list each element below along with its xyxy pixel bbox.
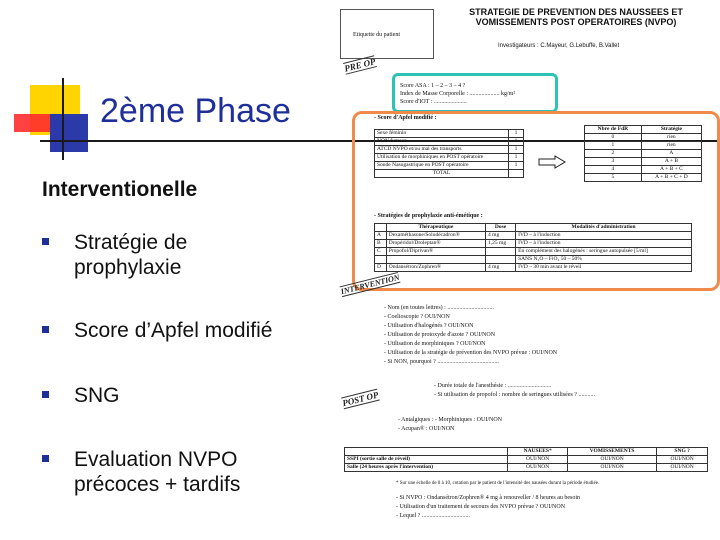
apfel-label: ATCD NVPO et/ou mal des transports (375, 146, 509, 154)
risk-cell: rien (641, 134, 701, 142)
strategy-table (374, 223, 692, 272)
apfel-value (509, 170, 524, 178)
apfel-label: NON fumeur (375, 138, 509, 146)
imc-line: Index de Masse Corporelle : .................... kg/m² (400, 91, 516, 97)
risk-cell: A + B (641, 158, 701, 166)
risk-row (585, 158, 702, 166)
apfel-row (375, 154, 524, 162)
bullet-item (42, 230, 332, 280)
risk-header: Stratégie (641, 126, 701, 134)
risk-cell: 3 (585, 158, 642, 166)
form-line: - Utilisation de la stratégie de prévention des NVPO prévue : OUI/NON (384, 350, 558, 356)
strategy-row (375, 264, 692, 272)
outcome-row (345, 464, 708, 472)
risk-cell: 0 (585, 134, 642, 142)
strategy-header: Modalités d'administration (516, 224, 692, 232)
stamp-postop: POST OP (341, 389, 380, 409)
risk-cell: 4 (585, 166, 642, 174)
arrow-right-icon (538, 155, 566, 169)
risk-row (585, 174, 702, 182)
strategy-row (375, 240, 692, 248)
bullet-square-icon (42, 455, 49, 462)
apfel-value: 1 (509, 138, 524, 146)
risk-strategy-table (584, 125, 702, 182)
form-line: - Si NON, pourquoi ? ......................................... (384, 359, 499, 365)
bullet-text: SNG (74, 384, 120, 407)
strategy-cell (375, 256, 387, 264)
decor-vertical-line (62, 78, 64, 160)
strategy-cell: IVD – 30 min avant le réveil (516, 264, 692, 272)
outcome-cell: OUI/NON (657, 456, 708, 464)
form-line: - Acupan® : OUI/NON (398, 426, 455, 432)
strategy-cell: Dropéridol/Droleptan® (386, 240, 485, 248)
stamp-preop: PRE OP (343, 56, 377, 74)
strategy-row (375, 248, 692, 256)
outcome-header: VOMISSEMENTS (567, 448, 656, 456)
bullet-square-icon (42, 326, 49, 333)
strategy-row (375, 256, 692, 264)
bullet-square-icon (42, 238, 49, 245)
slide-subtitle: Interventionelle (42, 178, 198, 201)
outcome-row (345, 456, 708, 464)
iot-line: Score d'IOT : ...................... (400, 99, 467, 105)
apfel-label: Utilisation de morphiniques en POST opératoire (375, 154, 509, 162)
apfel-row (375, 146, 524, 154)
slide-title: 2ème Phase (100, 92, 291, 130)
risk-header: Nbre de FdR (585, 126, 642, 134)
decor-blue-square (50, 114, 88, 152)
strategy-cell: Dexaméthasone/Soludécadron® (386, 232, 485, 240)
apfel-table (374, 129, 524, 178)
form-line: - Utilisation de protoxyde d'azote ? OUI/NON (384, 332, 496, 338)
risk-cell: 2 (585, 150, 642, 158)
risk-row (585, 166, 702, 174)
strategy-cell: A (375, 232, 387, 240)
nvpo-form-document (338, 5, 716, 535)
form-line: - Durée totale de l'anesthésie : ............................. (434, 383, 552, 389)
bullet-text: Evaluation NVPO précoces + tardifs (74, 448, 241, 496)
strategy-cell: IVD – à l'induction (516, 240, 692, 248)
form-header-title: STRATEGIE DE PREVENTION DES NAUSSEES ET VOMISSEMENTS POST OPERATOIRES (NVPO) (469, 7, 683, 27)
apfel-row (375, 130, 524, 138)
outcome-cell: Salle (24 heures après l'intervention) (345, 464, 508, 472)
outcome-table (344, 447, 708, 472)
apfel-label: Sonde Nasogastrique en POST opératoire (375, 162, 509, 170)
form-line: - Utilisation d'halogénés ? OUI/NON (384, 323, 474, 329)
form-line: - Si utilisation de propofol : nombre de seringues utilisées ? ........... (434, 392, 595, 398)
apfel-row (375, 170, 524, 178)
strategy-cell: 1,25 mg (486, 240, 516, 248)
apfel-row (375, 162, 524, 170)
strategy-cell (486, 248, 516, 256)
strategy-header: Thérapeutique (386, 224, 485, 232)
risk-row (585, 134, 702, 142)
risk-cell: 5 (585, 174, 642, 182)
bullet-text: Stratégie de prophylaxie (74, 231, 188, 279)
patient-label-box (340, 9, 434, 59)
apfel-value: 1 (509, 154, 524, 162)
form-line: - Si NVPO : Ondansétron/Zophren® 4 mg à renouveller / 8 heures au besoin (396, 495, 581, 501)
outcome-cell: OUI/NON (567, 464, 656, 472)
apfel-value: 1 (509, 130, 524, 138)
apfel-title: - Score d'Apfel modifié : (374, 115, 437, 121)
outcome-cell: OUI/NON (567, 456, 656, 464)
stamp-intervention: INTERVENTION (339, 272, 401, 297)
form-line: - Lequel ? ................................ (396, 513, 470, 519)
strategy-cell (386, 256, 485, 264)
apfel-row (375, 138, 524, 146)
form-line: - Coelioscopie ? OUI/NON (384, 314, 450, 320)
strategy-cell: IVD – à l'induction (516, 232, 692, 240)
strategy-title: - Stratégies de prophylaxie anti-émétique : (374, 213, 483, 219)
risk-cell: A + B + C + D (641, 174, 701, 182)
strategy-cell: B (375, 240, 387, 248)
risk-cell: rien (641, 142, 701, 150)
apfel-value: 1 (509, 162, 524, 170)
form-line: - Utilisation de morphiniques ? OUI/NON (384, 341, 486, 347)
outcome-cell: OUI/NON (508, 456, 567, 464)
strategy-cell: 4 mg (486, 232, 516, 240)
apfel-label: TOTAL (375, 170, 509, 178)
form-line: - Utilisation d'un traitement de secours des NVPO prévue ? OUI/NON (396, 504, 566, 510)
investigators-line: Investigateurs : C.Mayeur, G.Lebuffe, B.Vallet (498, 43, 620, 49)
risk-cell: 1 (585, 142, 642, 150)
strategy-cell (486, 256, 516, 264)
risk-cell: A (641, 150, 701, 158)
outcome-cell: OUI/NON (508, 464, 567, 472)
asa-line: Score ASA : 1 – 2 – 3 – 4 ? (400, 83, 466, 89)
footnote-line: * Sur une échelle de 0 à 10, cotation par le patient de l'intensité des nausées durant la période étudiée. (396, 481, 600, 486)
outcome-cell: SSPI (sortie salle de réveil) (345, 456, 508, 464)
strategy-cell: 4 mg (486, 264, 516, 272)
outcome-header: NAUSEES* (508, 448, 567, 456)
strategy-row (375, 232, 692, 240)
risk-row (585, 142, 702, 150)
strategy-cell: C (375, 248, 387, 256)
form-line: - Nom (en toutes lettres) : ............................... (384, 305, 494, 311)
outcome-header: SNG ? (657, 448, 708, 456)
apfel-label: Sexe féminin (375, 130, 509, 138)
bullet-square-icon (42, 391, 49, 398)
patient-label-text: Etiquette du patient (353, 32, 400, 38)
form-line: - Antalgiques : - Morphiniques : OUI/NON (398, 417, 502, 423)
bullet-text: Score d’Apfel modifié (74, 319, 273, 342)
risk-cell: A + B + C (641, 166, 701, 174)
strategy-cell: D (375, 264, 387, 272)
strategy-header: Dose (486, 224, 516, 232)
strategy-cell: Ondansétron/Zophren® (386, 264, 485, 272)
outcome-cell: OUI/NON (657, 464, 708, 472)
strategy-cell: SANS N₂O – FiO₂ 50 – 50% (516, 256, 692, 264)
risk-row (585, 150, 702, 158)
apfel-value: 1 (509, 146, 524, 154)
strategy-header (375, 224, 387, 232)
strategy-cell: Propofol/Diprivan® (386, 248, 485, 256)
strategy-cell: En complément des halogénés : seringue autopulsée [5/ml] (516, 248, 692, 256)
outcome-header (345, 448, 508, 456)
